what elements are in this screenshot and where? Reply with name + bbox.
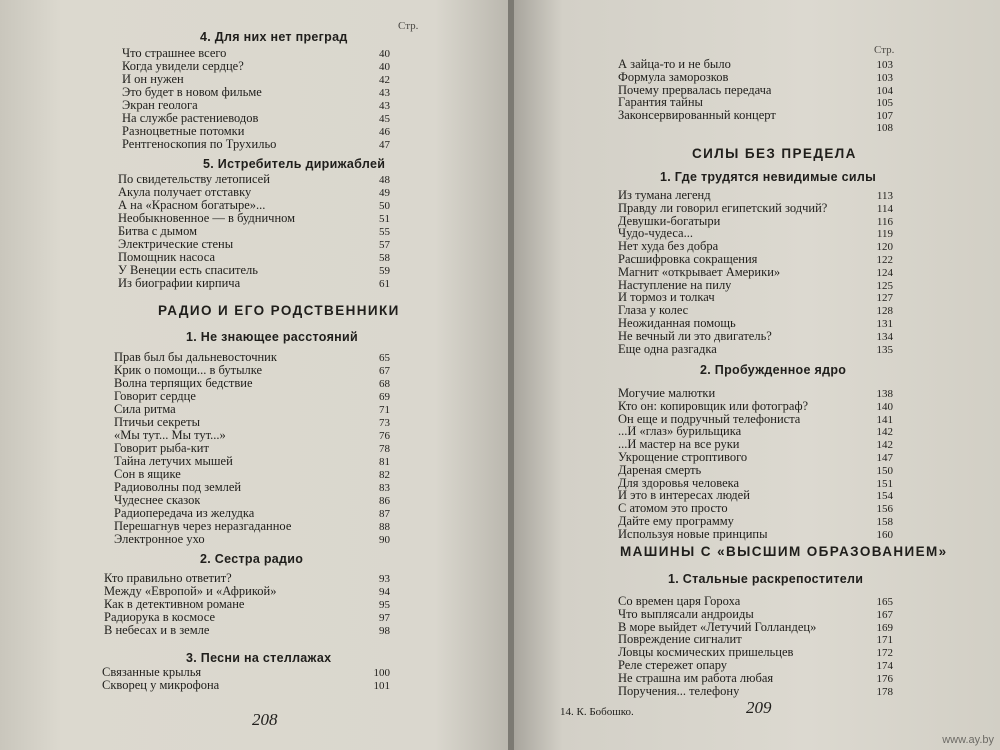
toc-entry-title: «Мы тут... Мы тут...»: [114, 429, 226, 442]
toc-entry-page: 156: [876, 503, 893, 516]
toc-entry-page: 43: [379, 100, 390, 112]
toc-entry-title: Сила ритма: [114, 403, 176, 416]
toc-entry-title: Что выплясали андроиды: [618, 607, 754, 621]
toc-entry-title: Акула получает отставку: [118, 186, 252, 199]
chapter-title: 2. Пробужденное ядро: [700, 363, 847, 377]
toc-entry-title: Сон в ящике: [114, 468, 181, 481]
toc-entry-page: 42: [379, 74, 390, 86]
toc-entry-page: 154: [876, 490, 893, 503]
toc-entry-page: 69: [379, 391, 390, 403]
toc-entry-title: Правду ли говорил египетский зодчий?: [618, 201, 828, 215]
toc-entry-page: 169: [876, 621, 893, 634]
toc-entry: [114, 520, 390, 533]
toc-entry-page: 178: [876, 685, 893, 698]
toc-entry-page: 147: [876, 452, 893, 464]
toc-entry-page: 94: [379, 586, 390, 598]
toc-entry-title: Не вечный ли это двигатель?: [618, 329, 772, 343]
toc-entry: [618, 528, 893, 541]
toc-entry: [114, 377, 390, 390]
toc-entry: [104, 624, 390, 637]
toc-entry-page: 73: [379, 417, 390, 429]
toc-entry: [618, 202, 893, 215]
toc-entry: [102, 679, 390, 692]
toc-entry: [618, 672, 893, 685]
toc-entry: [618, 400, 893, 413]
toc-entry-page: 67: [379, 365, 390, 377]
toc-entry-title: Как в детективном романе: [104, 598, 245, 611]
toc-entry-title: А на «Красном богатыре»...: [118, 199, 266, 212]
toc-entry-title: Радиопередача из желудка: [114, 507, 255, 520]
toc-entry-title: Прав был бы дальневосточник: [114, 351, 277, 364]
toc-entry: [618, 317, 893, 330]
toc-entry-title: Магнит «открывает Америки»: [618, 265, 781, 279]
toc-entry: [118, 238, 390, 251]
toc-entry-page: 87: [379, 508, 390, 520]
toc-entry-page: 104: [876, 84, 893, 97]
toc-entry: [118, 186, 390, 199]
toc-entry: [618, 646, 893, 659]
watermark: www.ay.by: [942, 734, 994, 746]
toc-entry: [122, 138, 390, 151]
toc-entry-title: Радиоволны под землей: [114, 481, 242, 494]
toc-entry-title: И он нужен: [122, 73, 184, 86]
toc-entry-page: 50: [379, 200, 390, 212]
toc-entry-title: Со времен царя Гороха: [618, 595, 741, 608]
toc-entry-title: Глаза у колес: [618, 304, 689, 318]
toc-entry: [618, 84, 893, 97]
toc-entry-title: Не страшна им работа любая: [618, 671, 774, 685]
toc-entry: [118, 251, 390, 264]
chapter-title: 1. Не знающее расстояний: [186, 330, 358, 344]
toc-entry: [618, 595, 893, 608]
toc-entry-page: 46: [379, 126, 390, 138]
toc-entry-page: 131: [876, 318, 893, 330]
toc-entry-title: Формула заморозков: [618, 70, 729, 84]
toc-entry-title: Наступление на пилу: [618, 278, 732, 292]
toc-entry-title: В небесах и в земле: [104, 624, 210, 637]
toc-entry-page: 100: [373, 667, 390, 679]
toc-entry: [618, 438, 893, 451]
toc-entry-title: Экран геолога: [122, 99, 198, 112]
toc-entry-page: 57: [379, 239, 390, 251]
chapter-title: 3. Песни на стеллажах: [186, 651, 332, 665]
toc-entry: [114, 533, 390, 546]
toc-entry-title: Гарантия тайны: [618, 96, 703, 110]
toc-entry-title: Когда увидели сердце?: [122, 60, 244, 73]
toc-entry-title: Чудо-чудеса...: [618, 227, 693, 241]
toc-entry-title: Используя новые принципы: [618, 527, 768, 541]
toc-entry-title: Птичьи секреты: [114, 416, 200, 429]
toc-entry: [618, 96, 893, 109]
toc-entry: [118, 277, 390, 290]
toc-entry-title: ...И мастер на все руки: [618, 438, 740, 452]
toc-entry: [618, 304, 893, 317]
toc-entry: [114, 364, 390, 377]
toc-entry: [618, 502, 893, 515]
toc-entry: [104, 611, 390, 624]
toc-entry-title: Он еще и подручный телефониста: [618, 412, 801, 426]
toc-entry-title: Необыкновенное — в будничном: [118, 212, 296, 225]
toc-entry: [102, 666, 390, 679]
toc-entry-title: Укрощение строптивого: [618, 451, 748, 464]
right-page: [514, 0, 1000, 750]
toc-entry-page: 78: [379, 443, 390, 455]
chapter-title: 1. Стальные раскрепостители: [668, 572, 864, 586]
toc-entry-title: Волна терпящих бедствие: [114, 377, 253, 390]
toc-entry-page: 43: [379, 87, 390, 99]
toc-entry: [114, 455, 390, 468]
toc-entry: [618, 413, 893, 426]
toc-entry-page: 45: [379, 113, 390, 125]
toc-entry: [618, 659, 893, 672]
toc-entry-page: 48: [379, 174, 390, 186]
toc-entry-title: И тормоз и толкач: [618, 291, 715, 305]
toc-entry: [118, 264, 390, 277]
toc-entry-page: 82: [379, 469, 390, 481]
toc-entry-page: 167: [876, 608, 893, 621]
toc-entry: [618, 343, 893, 356]
page-number-right: 209: [746, 698, 772, 717]
toc-entry-page: 107: [876, 110, 893, 123]
toc-entry-title: Ловцы космических пришельцев: [618, 646, 794, 660]
toc-entry-title: В море выйдет «Летучий Голландец»: [618, 620, 817, 634]
toc-entry-title: Нет худа без добра: [618, 240, 719, 254]
toc-entry-title: Могучие малютки: [618, 387, 716, 400]
toc-entry-page: 158: [876, 516, 893, 528]
toc-entry-page: 172: [876, 647, 893, 660]
toc-entry-page: 61: [379, 278, 390, 290]
toc-entry: [104, 572, 390, 585]
toc-entry: [114, 494, 390, 507]
chapter-title: 4. Для них нет преград: [200, 30, 348, 44]
toc-entry-title: Расшифровка сокращения: [618, 253, 758, 266]
toc-entry-page: 176: [876, 672, 893, 685]
toc-entry-page: 142: [876, 426, 893, 439]
toc-entry-title: Девушки-богатыри: [618, 214, 721, 228]
toc-entry: [618, 621, 893, 634]
toc-entry: [118, 212, 390, 225]
footer-signature: 14. К. Бобошко.: [560, 706, 634, 718]
toc-entry-page: 93: [379, 573, 390, 585]
toc-entry: [114, 481, 390, 494]
toc-entry-page: 105: [876, 97, 893, 110]
toc-entry-title: И это в интересах людей: [618, 489, 750, 503]
toc-entry-page: 128: [876, 305, 893, 318]
part-title: МАШИНЫ С «ВЫСШИМ ОБРАЗОВАНИЕМ»: [620, 544, 948, 559]
toc-entry-title: Это будет в новом фильме: [122, 86, 262, 99]
toc-entry-page: 49: [379, 187, 390, 199]
str-label-left: Стр.: [398, 20, 419, 32]
page-number-left: 208: [252, 710, 278, 729]
toc-entry-title: У Венеции есть спаситель: [118, 264, 258, 277]
toc-entry: [618, 189, 893, 202]
toc-entry-title: С атомом это просто: [618, 502, 728, 516]
toc-entry: [618, 291, 893, 304]
toc-entry: [618, 227, 893, 240]
toc-entry-title: На службе растениеводов: [122, 112, 259, 125]
toc-entry: [618, 425, 893, 438]
toc-entry-title: Перешагнув через неразгаданное: [114, 520, 292, 533]
toc-entry-page: 124: [876, 266, 893, 279]
toc-entry: [618, 279, 893, 292]
toc-entry-page: 174: [876, 660, 893, 672]
toc-entry-page: 108: [876, 122, 893, 134]
toc-entry-title: Говорит сердце: [114, 390, 196, 403]
toc-entry: [122, 112, 390, 125]
toc-entry-page: 83: [379, 482, 390, 494]
toc-entry: [618, 240, 893, 253]
toc-entry-page: 58: [379, 252, 390, 264]
toc-entry-title: Что страшнее всего: [122, 47, 227, 60]
toc-entry-page: 97: [379, 612, 390, 624]
toc-entry: [618, 515, 893, 528]
toc-entry-page: 119: [876, 228, 893, 241]
toc-entry-page: 101: [373, 680, 390, 692]
toc-entry: [618, 477, 893, 490]
toc-entry: [118, 199, 390, 212]
toc-entry-title: Помощник насоса: [118, 251, 215, 264]
toc-entry: [618, 330, 893, 343]
toc-entry: [618, 489, 893, 502]
toc-entry-title: Дареная смерть: [618, 463, 702, 477]
toc-entry-page: 88: [379, 521, 390, 533]
toc-entry-title: Тайна летучих мышей: [114, 455, 233, 468]
toc-entry: [618, 608, 893, 621]
toc-entry: [618, 451, 893, 464]
toc-entry-title: Из тумана легенд: [618, 189, 711, 202]
toc-entry-page: 171: [876, 634, 893, 647]
toc-entry-title: Между «Европой» и «Африкой»: [104, 585, 277, 598]
toc-entry-page: 122: [876, 254, 893, 266]
toc-entry-title: Реле стережет опару: [618, 659, 728, 672]
toc-entry-page: 114: [876, 202, 893, 215]
toc-entry-title: Поручения... телефону: [618, 684, 740, 698]
toc-entry-title: Битва с дымом: [118, 225, 198, 238]
chapter-title: 1. Где трудятся невидимые силы: [660, 170, 877, 184]
toc-entry: [618, 215, 893, 228]
toc-entry-title: По свидетельству летописей: [118, 173, 270, 186]
toc-entry-page: 103: [876, 59, 893, 71]
toc-entry-title: Радиорука в космосе: [104, 611, 215, 624]
toc-entry: [114, 403, 390, 416]
toc-entry: [114, 390, 390, 403]
toc-entry: [104, 598, 390, 611]
toc-entry-page: 127: [876, 292, 893, 305]
toc-entry: [618, 109, 893, 122]
toc-entry-title: Крик о помощи... в бутылке: [114, 364, 263, 377]
toc-entry-page: 134: [876, 330, 893, 343]
toc-entry: [618, 58, 893, 71]
toc-entry-page: 76: [379, 430, 390, 442]
part-title: РАДИО И ЕГО РОДСТВЕННИКИ: [158, 303, 400, 318]
toc-entry: [122, 86, 390, 99]
toc-entry-page: 95: [379, 599, 390, 611]
toc-entry-page: 47: [379, 139, 390, 151]
toc-entry-page: 40: [379, 48, 390, 60]
toc-entry: [618, 71, 893, 84]
toc-entry-page: 113: [876, 190, 893, 202]
toc-entry: [122, 60, 390, 73]
toc-entry: [104, 585, 390, 598]
toc-entry-page: 141: [876, 413, 893, 426]
toc-entry-page: 160: [876, 528, 893, 541]
toc-entry-title: Повреждение сигналит: [618, 633, 742, 647]
toc-entry-page: 55: [379, 226, 390, 238]
toc-entry: [114, 468, 390, 481]
toc-entry-page: 125: [876, 279, 893, 292]
toc-entry-page: 135: [876, 343, 893, 356]
toc-entry-title: Неожиданная помощь: [618, 317, 736, 330]
toc-entry: [114, 429, 390, 442]
part-title: СИЛЫ БЕЗ ПРЕДЕЛА: [692, 146, 857, 161]
toc-entry-page: 68: [379, 378, 390, 390]
toc-entry-title: Для здоровья человека: [618, 476, 740, 490]
toc-entry-title: Кто он: копировщик или фотограф?: [618, 399, 809, 413]
str-label-right: Стр.: [874, 44, 895, 56]
toc-entry: [114, 507, 390, 520]
toc-entry: [114, 416, 390, 429]
toc-entry-title: Скворец у микрофона: [102, 679, 220, 692]
toc-entry-page: 151: [876, 477, 893, 490]
toc-entry-page: 86: [379, 495, 390, 507]
toc-entry: [122, 99, 390, 112]
toc-entry: [122, 73, 390, 86]
toc-entry-title: Говорит рыба-кит: [114, 442, 209, 455]
toc-entry-title: А зайца-то и не было: [618, 58, 731, 71]
toc-entry-page: 65: [379, 352, 390, 364]
toc-entry: [114, 351, 390, 364]
toc-entry: [618, 387, 893, 400]
toc-entry-page: 98: [379, 625, 390, 637]
toc-entry-page: 40: [379, 61, 390, 73]
toc-entry-page: 81: [379, 456, 390, 468]
toc-entry-page: 120: [876, 241, 893, 254]
chapter-title: 2. Сестра радио: [200, 552, 304, 566]
toc-entry-title: Кто правильно ответит?: [104, 572, 232, 585]
toc-entry: [122, 47, 390, 60]
toc-entry-page: 103: [876, 71, 893, 84]
toc-entry-title: Электронное ухо: [114, 533, 205, 546]
toc-entry-title: Связанные крылья: [102, 666, 202, 679]
toc-entry-page: 142: [876, 439, 893, 452]
chapter-title: 5. Истребитель дирижаблей: [203, 157, 386, 171]
toc-entry-page: 140: [876, 400, 893, 413]
toc-entry: [618, 122, 893, 135]
toc-entry-page: 138: [876, 388, 893, 400]
toc-entry: [618, 253, 893, 266]
toc-entry-page: 71: [379, 404, 390, 416]
toc-entry: [618, 266, 893, 279]
toc-entry-title: Электрические стены: [118, 238, 234, 251]
toc-entry-page: 90: [379, 534, 390, 546]
toc-entry-title: Почему прервалась передача: [618, 83, 772, 97]
toc-entry-page: 59: [379, 265, 390, 277]
toc-entry-title: Еще одна разгадка: [618, 342, 717, 356]
toc-entry: [618, 464, 893, 477]
toc-entry-page: 51: [379, 213, 390, 225]
toc-entry: [118, 173, 390, 186]
toc-entry-title: Дайте ему программу: [618, 515, 734, 528]
toc-entry-page: 150: [876, 464, 893, 477]
toc-entry-title: Законсервированный концерт: [618, 109, 776, 123]
toc-entry-page: 116: [876, 215, 893, 228]
toc-entry: [114, 442, 390, 455]
toc-entry-title: Из биографии кирпича: [118, 277, 241, 290]
toc-entry-page: 165: [876, 596, 893, 608]
toc-entry: [118, 225, 390, 238]
toc-entry-title: Чудеснее сказок: [114, 494, 201, 507]
toc-entry-title: Разноцветные потомки: [122, 125, 245, 138]
toc-entry-title: Рентгеноскопия по Трухильо: [122, 138, 277, 151]
toc-entry: [122, 125, 390, 138]
toc-entry: [618, 633, 893, 646]
toc-entry-title: ...И «глаз» бурильщика: [618, 425, 742, 439]
toc-entry: [618, 685, 893, 698]
